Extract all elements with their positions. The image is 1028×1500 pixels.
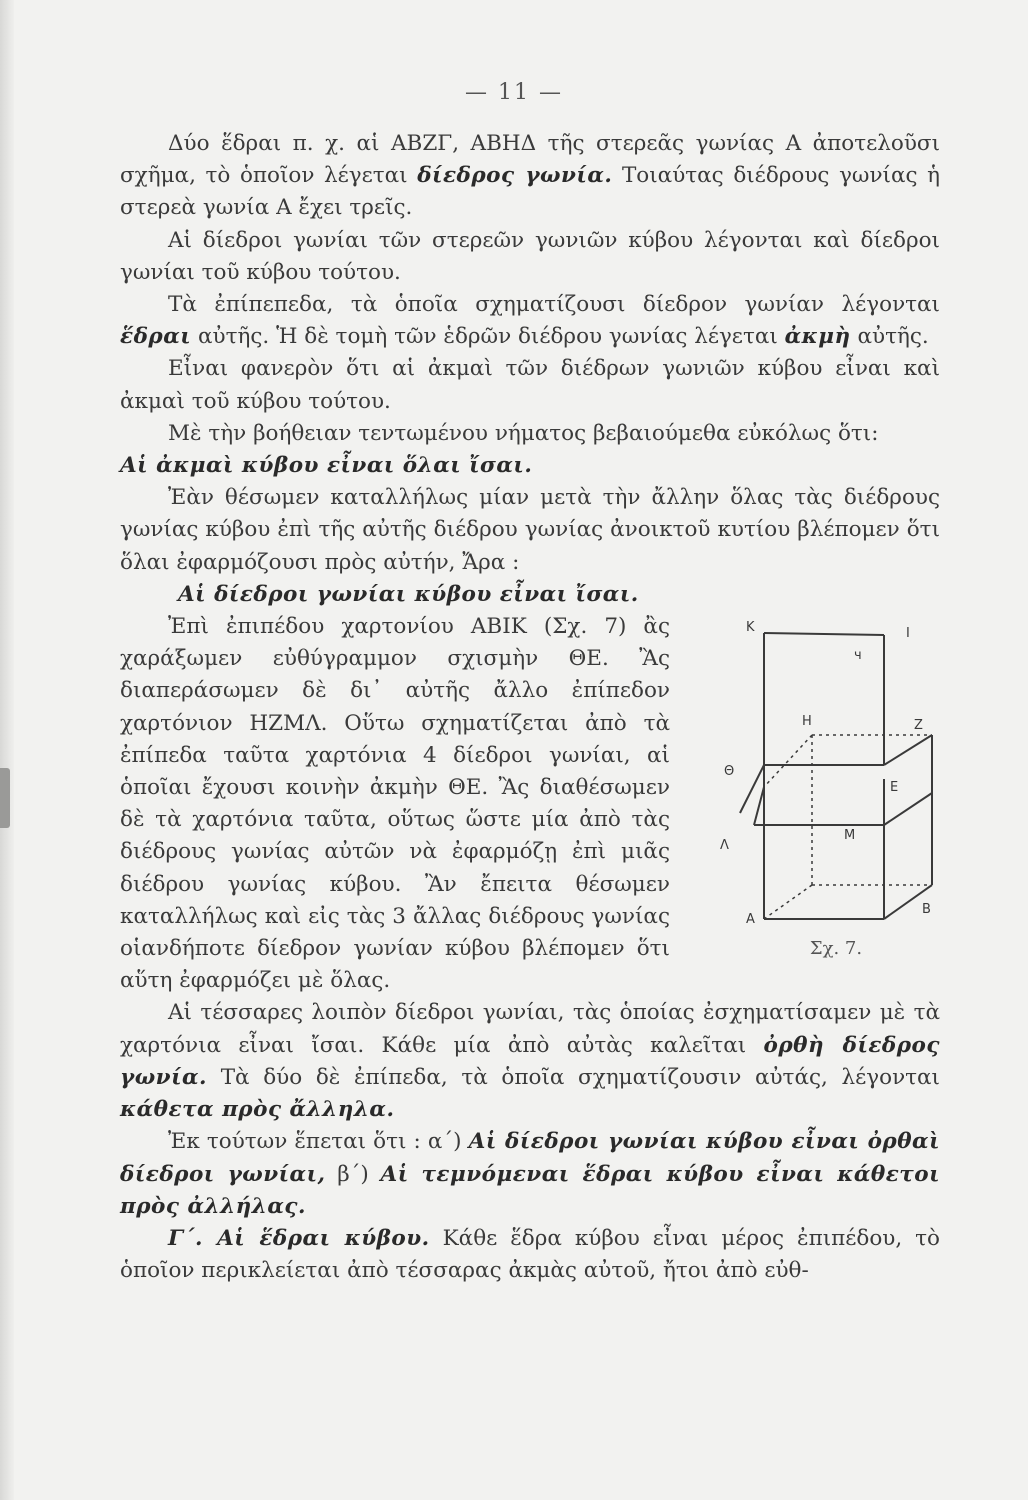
label-K: K <box>746 620 755 636</box>
paragraph: Μὲ τὴν βοήθειαν τεντωμένου νήματος βεβαιούμεθα εὐκόλως ὅτι: <box>168 420 879 446</box>
paragraph: Ἐὰν θέσωμεν καταλλήλως μίαν μετὰ τὴν ἄλλην ὅλας τὰς διέδρους γωνίας κύβου ἐπὶ τῆς αὐτῆς διέδρου γωνίας ἀνοικτοῦ κυτίου βλέπομεν ὅτι ὅλαι ἐφαρμόζουσι πρὸς αὐτήν, Ἄρα : <box>120 485 940 575</box>
paragraph-with-figure: K I ч H Z Θ E Λ M A B Σχ. 7. Ἐπὶ ἐπιπέδου χαρτονίου ΑΒΙΚ (Σχ. 7) ἂς χαράξωμεν εὐθύγραμμον σχισμὴν ΘΕ. Ἂς διαπεράσωμεν δὲ δι᾿ αὐτῆς ἄλλο ἐπίπεδον χαρτόνιον ΗΖΜΛ. Οὕτω σχηματίζεται ἀπὸ τὰ ἐπίπεδα ταῦτα χαρτόνια 4 δίεδροι γωνίαι, αἱ ὁποῖαι ἔχουσι κοινὴν ἀκμὴν ΘΕ. Ἂς διαθέσωμεν δὲ τὰ χαρτόνια ταῦτα, οὕτως ὥστε μία ἀπὸ τὰς διέδρους γωνίας αὐτῶν νὰ ἐφαρμόζῃ ἐπὶ μιᾶς διέδρου γωνίας κύβου. Ἂν ἔπειτα θέσωμεν καταλλήλως καὶ εἰς τὰς 3 ἄλλας διέδρους γωνίας οἱανδήποτε δίεδρον γωνίαν κύβου βλέπομεν ὅτι αὕτη ἐφαρμόζει μὲ ὅλας. <box>120 611 940 997</box>
paragraph: Εἶναι φανερὸν ὅτι αἱ ἀκμαὶ τῶν διέδρων γωνιῶν κύβου εἶναι καὶ ἀκμαὶ τοῦ κύβου τούτου. <box>120 356 940 414</box>
paragraph: Αἱ δίεδροι γωνίαι τῶν στερεῶν γωνιῶν κύβου λέγονται καὶ δίεδροι γωνίαι τοῦ κύβου τούτου. <box>120 227 940 285</box>
edge-L-up <box>754 787 764 825</box>
label-B: B <box>922 902 931 918</box>
theorem-statement: Αἱ δίεδροι γωνίαι κύβου εἶναι ἴσαι. <box>178 581 639 607</box>
label-M: M <box>844 828 856 844</box>
paragraph: Αἱ τέσσαρες λοιπὸν δίεδροι γωνίαι, τὰς ὁποίας ἐσχηματίσαμεν μὲ τὰ χαρτόνια εἶναι ἴσαι. Κάθε μία ἀπὸ αὐτὰς καλεῖται ὀρθὴ δίεδρος γωνία. Τὰ δύο δὲ ἐπίπεδα, τὰ ὁποῖα σχηματίζουσιν αὐτάς, λέγονται κάθετα πρὸς ἄλληλα. <box>120 1000 940 1123</box>
hidden-H-down <box>764 735 812 787</box>
label-Th: Θ <box>724 764 735 780</box>
label-L: Λ <box>720 838 729 854</box>
label-H: H <box>802 714 812 730</box>
edge-L-Th <box>740 765 764 813</box>
edge-KI <box>764 633 884 635</box>
label-small: ч <box>854 648 862 664</box>
label-I: I <box>906 626 910 642</box>
body-text <box>120 128 940 1287</box>
page-edge <box>0 0 14 1500</box>
hidden-A <box>764 885 812 919</box>
page-number: — 11 — <box>465 80 563 105</box>
theorem-statement: Αἱ ἀκμαὶ κύβου εἶναι ὅλαι ἴσαι. <box>120 453 533 479</box>
edge-M-back <box>884 793 932 825</box>
edge-EZ <box>884 735 932 765</box>
paragraph: Ἐκ τούτων ἕπεται ὅτι : α΄) Αἱ δίεδροι γωνίαι κύβου εἶναι ὀρθαὶ δίεδροι γωνίαι, β΄) Αἱ τεμνόμεναι ἕδραι κύβου εἶναι κάθετοι πρὸς ἀλλήλας. <box>120 1129 940 1219</box>
figure-caption: Σχ. 7. <box>809 938 863 960</box>
paragraph: Τὰ ἐπίπεπεδα, τὰ ὁποῖα σχηματίζουσι δίεδρον γωνίαν λέγονται ἕδραι αὐτῆς. Ἡ δὲ τομὴ τῶν ἑδρῶν διέδρου γωνίας λέγεται ἀκμὴ αὐτῆς. <box>120 292 940 350</box>
figure-7 <box>684 617 940 959</box>
label-Z: Z <box>914 718 923 734</box>
page-edge-mark <box>0 768 10 828</box>
label-A: A <box>746 912 755 928</box>
label-E: E <box>890 780 899 796</box>
paragraph: Γ΄. Αἱ ἕδραι κύβου. Κάθε ἕδρα κύβου εἶναι μέρος ἐπιπέδου, τὸ ὁποῖον περικλείεται ἀπὸ τέσσαρας ἀκμὰς αὐτοῦ, ἤτοι ἀπὸ εὐθ- <box>120 1225 941 1284</box>
paragraph: Δύο ἕδραι π. χ. αἱ ΑΒΖΓ, ΑΒΗΔ τῆς στερεᾶς γωνίας Α ἀποτελοῦσι σχῆμα, τὸ ὁποῖον λέγεται δίεδρος γωνία. Τοιαύτας διέδρους γωνίας ἡ στερεὰ γωνία Α ἔχει τρεῖς. <box>120 131 940 221</box>
cube-diagram <box>684 617 940 937</box>
